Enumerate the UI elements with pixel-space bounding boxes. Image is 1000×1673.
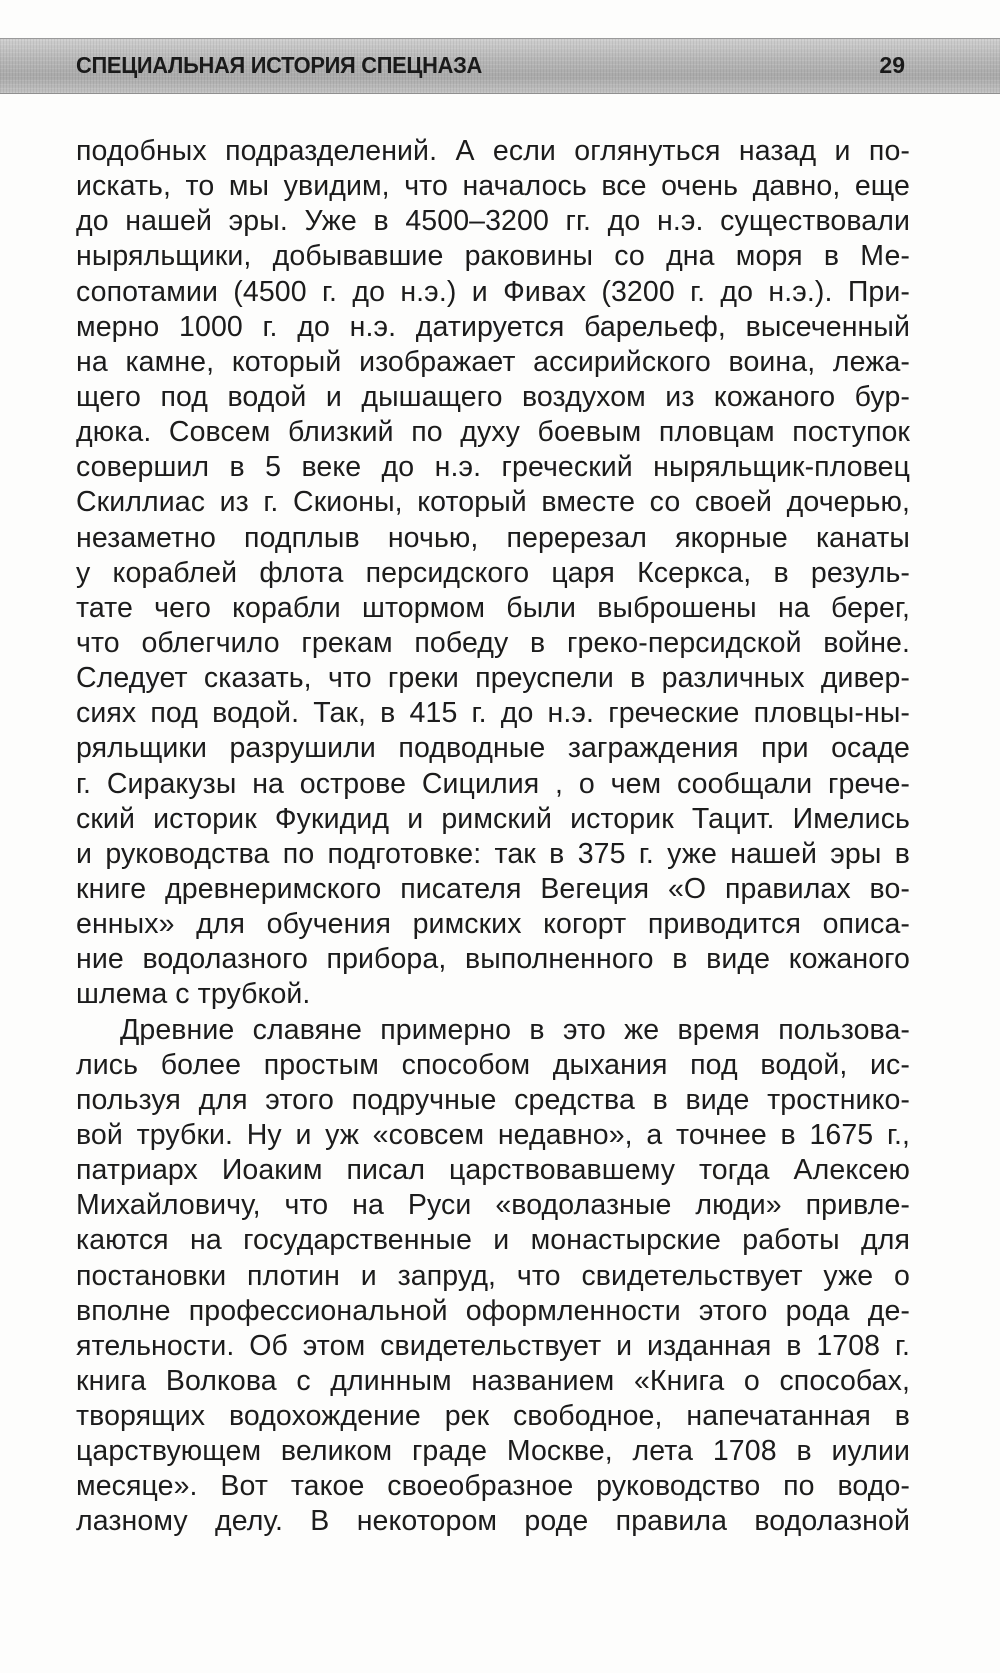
text-line: ряльщики разрушили подводные заграждения при осаде (76, 732, 910, 765)
text-line: месяце». Вот такое своеобразное руководство по водо- (76, 1470, 910, 1503)
paragraph-first-line: Древние славяне примерно в это же время пользова- (120, 1013, 910, 1046)
text-line: лись более простым способом дыхания под водой, ис- (76, 1048, 910, 1081)
page-number: 29 (879, 52, 905, 78)
paragraph-end-line: шлема с трубкой. (76, 978, 311, 1011)
text-line: Михайловичу, что на Руси «водолазные люди» привле- (76, 1189, 910, 1222)
running-header (0, 38, 1000, 94)
text-line: искать, то мы увидим, что началось все очень давно, еще (76, 170, 910, 203)
text-line: дюка. Совсем близкий по духу боевым пловцам поступок (76, 416, 910, 449)
text-line: патриарх Иоаким писал царствовавшему тогда Алексею (76, 1154, 910, 1187)
text-line: творящих водохождение рек свободное, напечатанная в (76, 1400, 910, 1433)
body-text (76, 134, 910, 1540)
text-line: и руководства по подготовке: так в 375 г. уже нашей эры в (76, 837, 910, 870)
text-line: тате чего корабли штормом были выброшены на берег, (76, 591, 910, 624)
text-line: вполне профессиональной оформленности этого рода де- (76, 1294, 910, 1327)
text-line: подобных подразделений. А если оглянуться назад и по- (76, 135, 910, 167)
text-line: Скиллиас из г. Скионы, который вместе со своей дочерью, (76, 486, 910, 519)
text-line: Следует сказать, что греки преуспели в различных дивер- (76, 662, 910, 695)
text-line: царствующем великом граде Москве, лета 1708 в иулии (76, 1435, 910, 1468)
running-title: СПЕЦИАЛЬНАЯ ИСТОРИЯ СПЕЦНАЗА (76, 52, 483, 78)
text-line: совершил в 5 веке до н.э. греческий ныряльщик-пловец (76, 451, 910, 484)
text-line: книге древнеримского писателя Вегеция «О правилах во- (76, 872, 910, 905)
text-line: книга Волкова с длинным названием «Книга о способах, (76, 1364, 910, 1397)
text-line: вой трубки. Ну и уж «совсем недавно», а точнее в 1675 г., (76, 1118, 910, 1151)
text-line: что облегчило грекам победу в греко-персидской войне. (76, 626, 910, 659)
text-line: ныряльщики, добывавшие раковины со дна моря в Ме- (76, 240, 910, 273)
text-line: ский историк Фукидид и римский историк Тацит. Имелись (76, 802, 910, 835)
text-line: у кораблей флота персидского царя Ксеркса, в резуль- (76, 556, 910, 589)
text-line: пользуя для этого подручные средства в виде тростнико- (76, 1083, 910, 1116)
text-line: ятельности. Об этом свидетельствует и изданная в 1708 г. (76, 1329, 910, 1362)
text-line: сиях под водой. Так, в 415 г. до н.э. греческие пловцы-ны- (76, 697, 910, 730)
text-line: лазному делу. В некотором роде правила водолазной (76, 1505, 910, 1538)
text-line: до нашей эры. Уже в 4500–3200 гг. до н.э. существовали (76, 205, 910, 238)
text-line: каются на государственные и монастырские работы для (76, 1224, 910, 1257)
text-line: енных» для обучения римских когорт приводится описа- (76, 908, 910, 941)
text-line: сопотамии (4500 г. до н.э.) и Фивах (3200 г. до н.э.). При- (76, 275, 910, 308)
text-line: щего под водой и дышащего воздухом из кожаного бур- (76, 380, 910, 413)
text-line: г. Сиракузы на острове Сицилия , о чем сообщали грече- (76, 767, 910, 800)
text-line: на камне, который изображает ассирийского воина, лежа- (76, 345, 910, 378)
text-line: ние водолазного прибора, выполненного в виде кожаного (76, 943, 910, 976)
text-line: постановки плотин и запруд, что свидетельствует уже о (76, 1259, 910, 1292)
text-line: мерно 1000 г. до н.э. датируется барельеф, высеченный (76, 310, 910, 343)
text-line: незаметно подплыв ночью, перерезал якорные канаты (76, 521, 910, 554)
